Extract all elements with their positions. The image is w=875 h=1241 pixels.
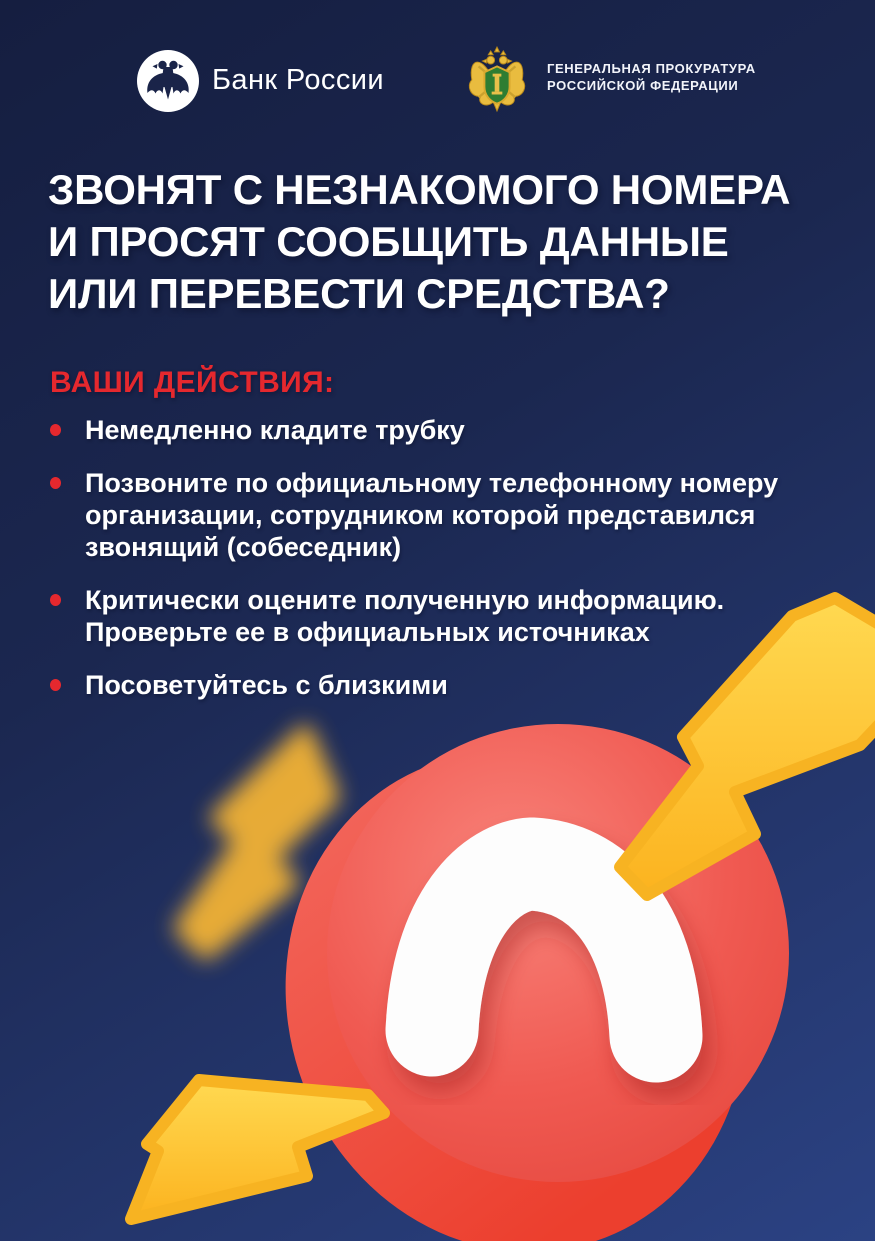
action-text: Позвоните по официальному телефонному номеру организации, сотрудником которой представился звонящий (собеседник) [85,468,779,562]
prosecutor-name-line2: РОССИЙСКОЙ ФЕДЕРАЦИИ [547,78,739,93]
headline-line1: ЗВОНЯТ С НЕЗНАКОМОГО НОМЕРА [48,166,791,213]
action-text: Немедленно кладите трубку [85,415,465,445]
action-text: Критически оцените полученную информацию. Проверьте ее в официальных источниках [85,585,725,647]
prosecutor-name-line1: ГЕНЕРАЛЬНАЯ ПРОКУРАТУРА [547,61,756,76]
headline [48,164,790,320]
bank-of-russia-name: Банк России [212,64,384,96]
headline-line2: И ПРОСЯТ СООБЩИТЬ ДАННЫЕ [48,218,729,265]
prosecutor-emblem-icon [466,44,528,114]
bullet-dot-icon [50,424,61,436]
list-item [48,414,820,446]
bullet-dot-icon [50,477,61,489]
prosecutor-name [547,60,756,94]
list-item [48,467,820,563]
headline-line3: ИЛИ ПЕРЕВЕСТИ СРЕДСТВА? [48,270,670,317]
actions-title: ВАШИ ДЕЙСТВИЯ: [50,366,335,399]
bank-of-russia-logo-icon [137,50,199,112]
bullet-dot-icon [50,679,61,691]
action-text: Посоветуйтесь с близкими [85,670,448,700]
list-item [48,669,820,701]
bullet-dot-icon [50,594,61,606]
list-item [48,584,820,648]
actions-list [48,414,820,722]
